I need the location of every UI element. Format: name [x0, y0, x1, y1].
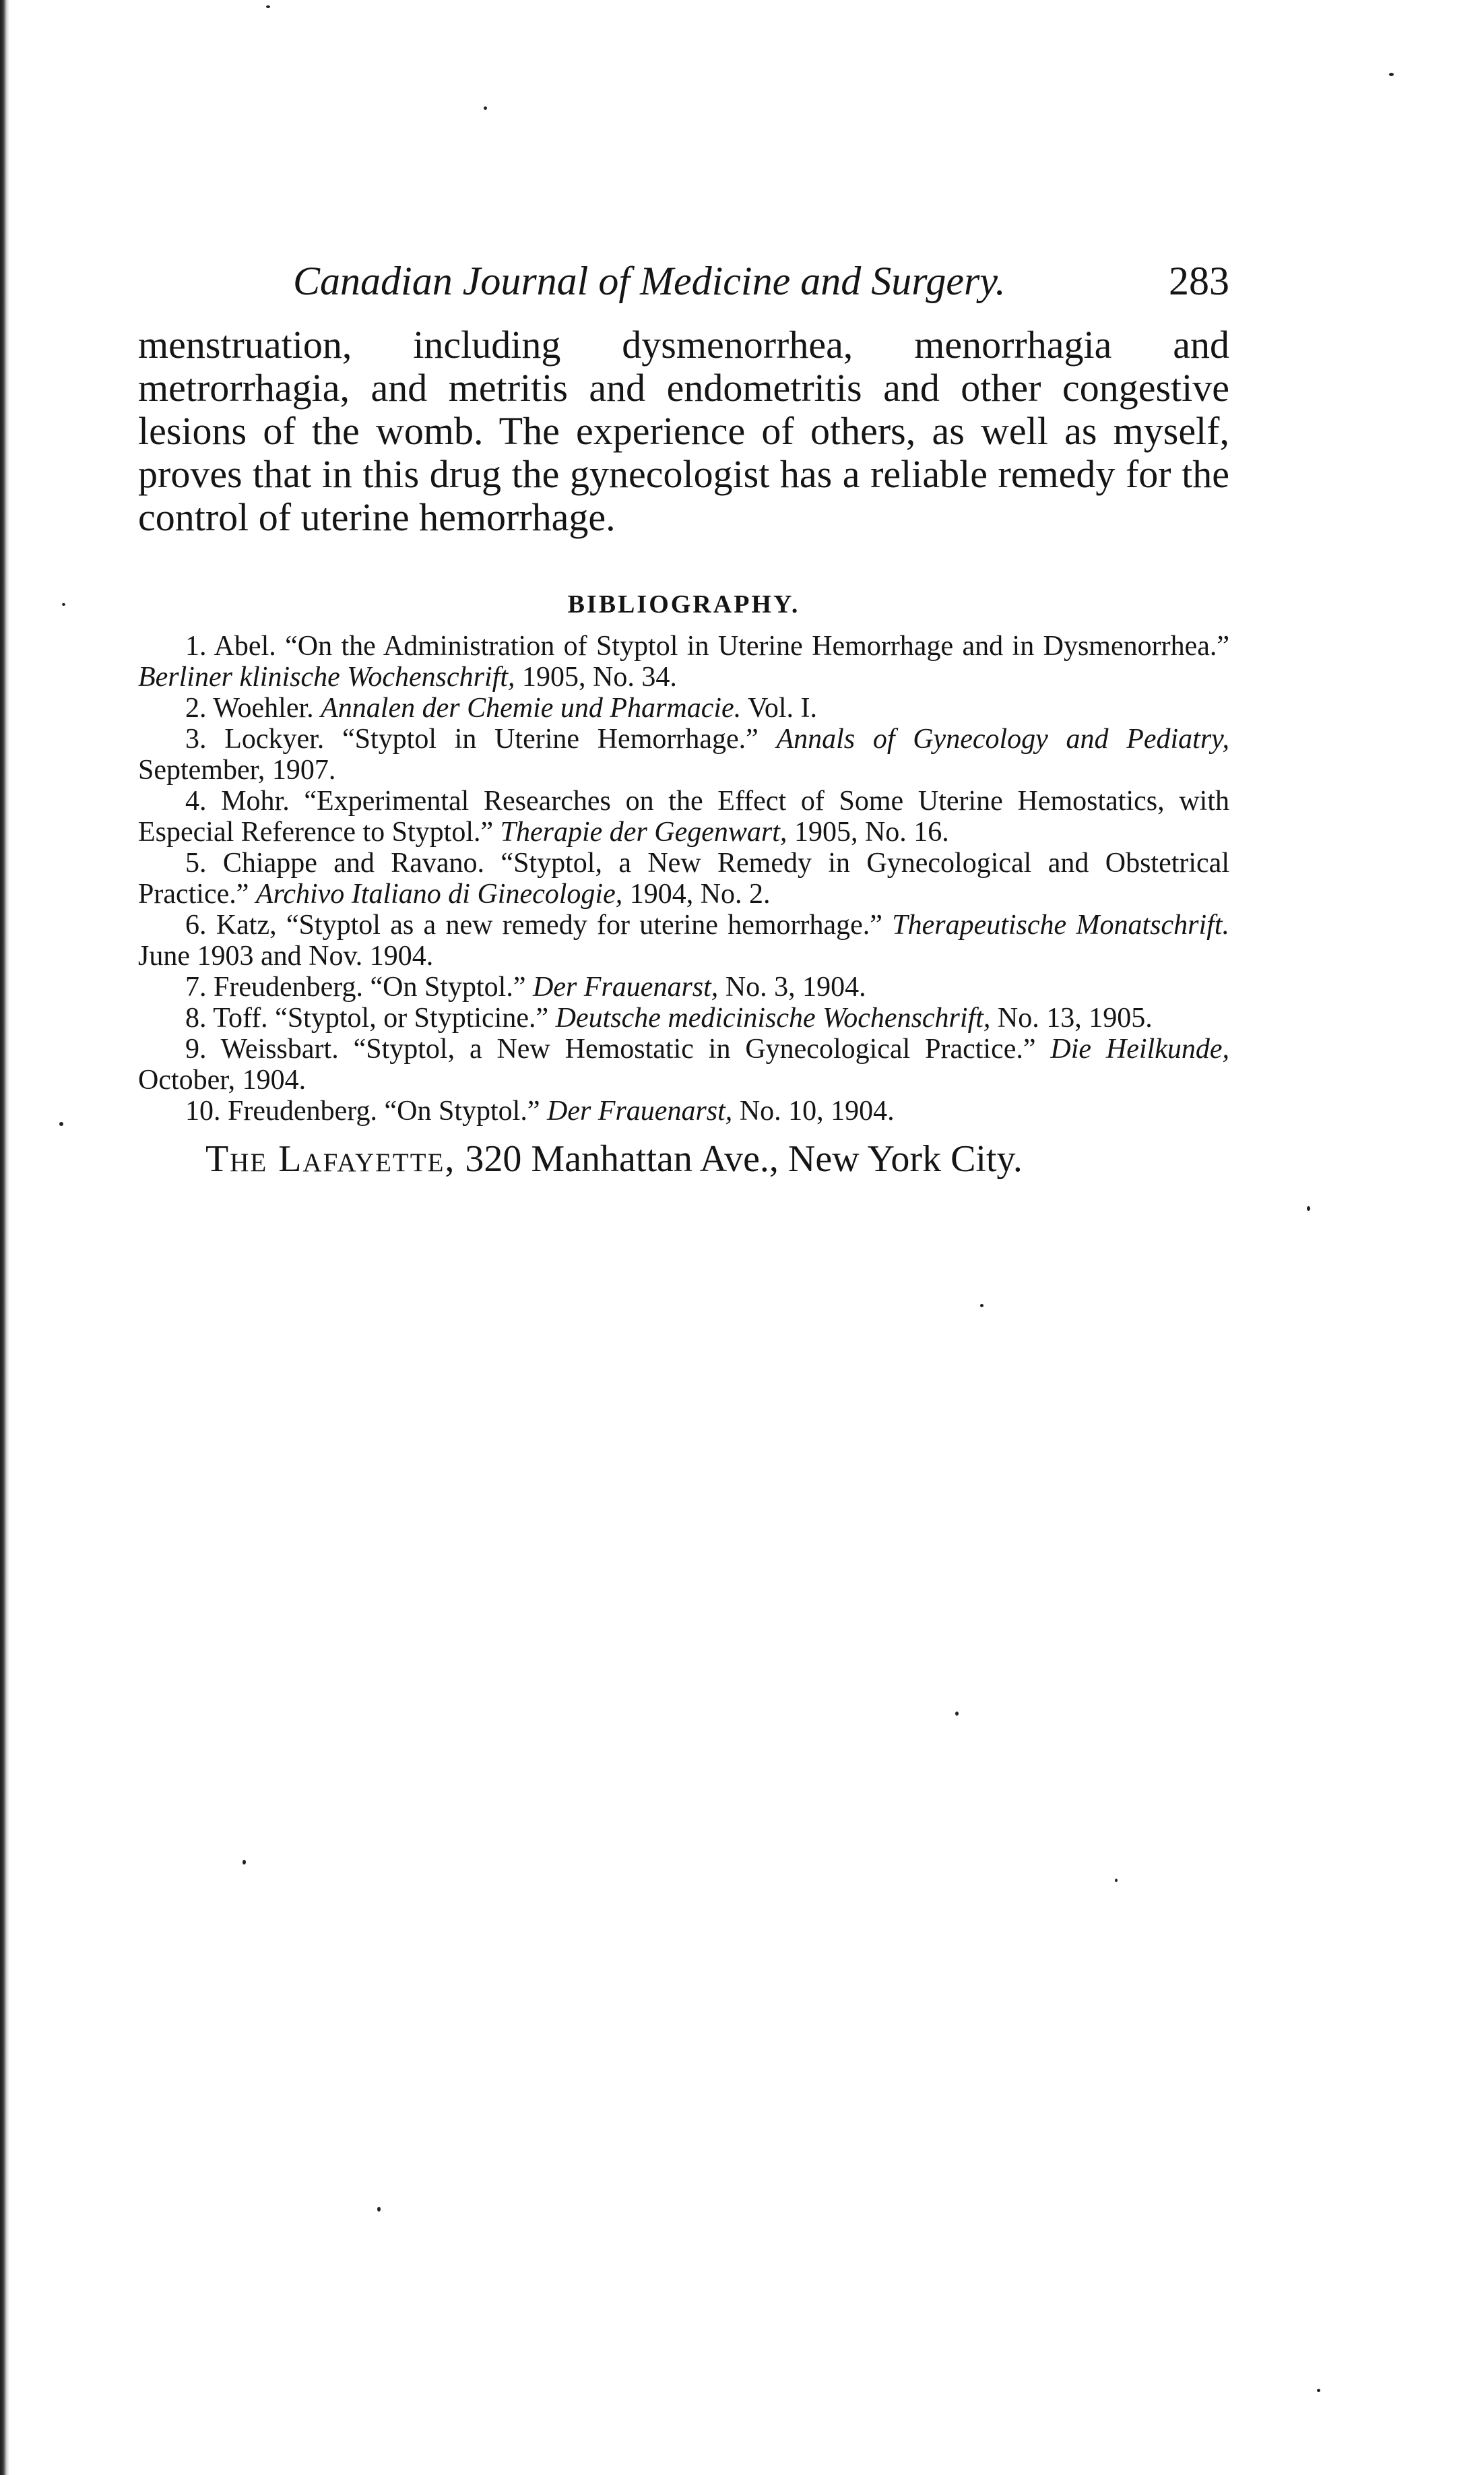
- page-number: 283: [1169, 259, 1229, 303]
- entry-source: Annals of Gynecology and Pediatry,: [776, 724, 1229, 755]
- bibliography-entry: [138, 724, 1229, 786]
- scan-speck: [62, 603, 65, 606]
- entry-tail: No. 3, 1904.: [725, 972, 866, 1003]
- bibliography-entry: [138, 1003, 1229, 1034]
- entry-number: 5.: [185, 848, 207, 879]
- scan-binding-shadow: [0, 0, 9, 2475]
- scan-speck: [377, 2207, 381, 2212]
- entry-tail: 1905, No. 34.: [522, 662, 677, 693]
- entry-text: Toff. “Styptol, or Stypticine.”: [213, 1003, 549, 1034]
- entry-tail: October, 1904.: [138, 1065, 307, 1096]
- entry-number: 6.: [185, 910, 207, 941]
- entry-text: Katz, “Styptol as a new remedy for uterine hemorrhage.”: [216, 910, 882, 941]
- bibliography-entry: [138, 848, 1229, 910]
- entry-source: Therapeutische Monatschrift.: [892, 910, 1229, 941]
- body-paragraph: menstruation, including dysmenorrhea, menorrhagia and metrorrhagia, and metritis and endometritis and other congestive lesions of the womb. The experience of others, as well as myself, proves that in this drug the gynecologist has a reliable remedy for the control of uterine hemorrhage.: [138, 323, 1229, 539]
- scan-speck: [266, 5, 270, 8]
- entry-source: Archivo Italiano di Ginecologie,: [255, 879, 623, 910]
- entry-number: 1.: [185, 631, 207, 662]
- bibliography-entry: [138, 693, 1229, 724]
- scan-speck: [1317, 2389, 1320, 2392]
- bibliography-entry: [138, 1034, 1229, 1096]
- entry-tail: Vol. I.: [747, 693, 818, 724]
- scan-speck: [59, 1122, 63, 1126]
- entry-text: Freudenberg. “On Styptol.”: [228, 1096, 540, 1127]
- entry-text: Woehler.: [213, 693, 314, 724]
- entry-tail: No. 13, 1905.: [997, 1003, 1153, 1034]
- entry-number: 2.: [185, 693, 207, 724]
- entry-source: Therapie der Gegenwart,: [500, 817, 787, 848]
- entry-number: 4.: [185, 786, 207, 817]
- address-street: 320 Manhattan Ave., New York City.: [465, 1138, 1023, 1180]
- entry-tail: 1905, No. 16.: [794, 817, 949, 848]
- entry-tail: June 1903 and Nov. 1904.: [138, 941, 434, 972]
- scan-speck: [484, 106, 487, 110]
- running-head: [138, 251, 1229, 311]
- entry-tail: No. 10, 1904.: [739, 1096, 895, 1127]
- entry-text: Freudenberg. “On Styptol.”: [214, 972, 526, 1003]
- entry-text: Mohr. “Experimental Researches on the Effect of Some Uterine Hemostatics, with Especial Reference to Styptol.”: [138, 786, 1230, 848]
- entry-text: Chiappe and Ravano. “Styptol, a New Remedy in Gynecological and Obstetrical Practice.”: [138, 848, 1229, 910]
- scan-speck: [243, 1860, 246, 1865]
- entry-source: Annalen der Chemie und Pharmacie.: [321, 693, 742, 724]
- scan-speck: [980, 1304, 983, 1307]
- entry-number: 10.: [185, 1096, 221, 1127]
- bibliography-entry: [138, 786, 1229, 848]
- scan-speck: [1307, 1206, 1310, 1211]
- bibliography-entry: [138, 910, 1229, 972]
- entry-number: 3.: [185, 724, 207, 755]
- entry-tail: 1904, No. 2.: [629, 879, 771, 910]
- entry-text: Weissbart. “Styptol, a New Hemostatic in Gynecological Practice.”: [220, 1034, 1036, 1065]
- entry-source: Der Frauenarst,: [546, 1096, 733, 1127]
- entry-source: Der Frauenarst,: [532, 972, 719, 1003]
- bibliography-entry: [138, 972, 1229, 1003]
- bibliography-heading: BIBLIOGRAPHY.: [567, 590, 800, 619]
- entry-text: Lockyer. “Styptol in Uterine Hemorrhage.”: [224, 724, 759, 755]
- entry-source: Berliner klinische Wochenschrift,: [138, 662, 515, 693]
- entry-number: 7.: [185, 972, 207, 1003]
- scan-speck: [955, 1712, 959, 1716]
- journal-title: Canadian Journal of Medicine and Surgery.: [293, 259, 1006, 303]
- address-place: The Lafayette,: [205, 1138, 456, 1180]
- scan-speck: [1389, 73, 1394, 76]
- entry-source: Die Heilkunde,: [1050, 1034, 1229, 1065]
- entry-text: Abel. “On the Administration of Styptol in Uterine Hemorrhage and in Dysmenorrhea.”: [214, 631, 1229, 662]
- entry-number: 8.: [185, 1003, 207, 1034]
- bibliography-list: [138, 631, 1229, 1127]
- entry-number: 9.: [185, 1034, 207, 1065]
- author-address: [205, 1132, 1229, 1186]
- scan-speck: [1115, 1879, 1118, 1882]
- entry-tail: September, 1907.: [138, 755, 336, 786]
- bibliography-entry: [138, 631, 1229, 693]
- bibliography-entry: [138, 1096, 1229, 1127]
- entry-source: Deutsche medicinische Wochenschrift,: [555, 1003, 991, 1034]
